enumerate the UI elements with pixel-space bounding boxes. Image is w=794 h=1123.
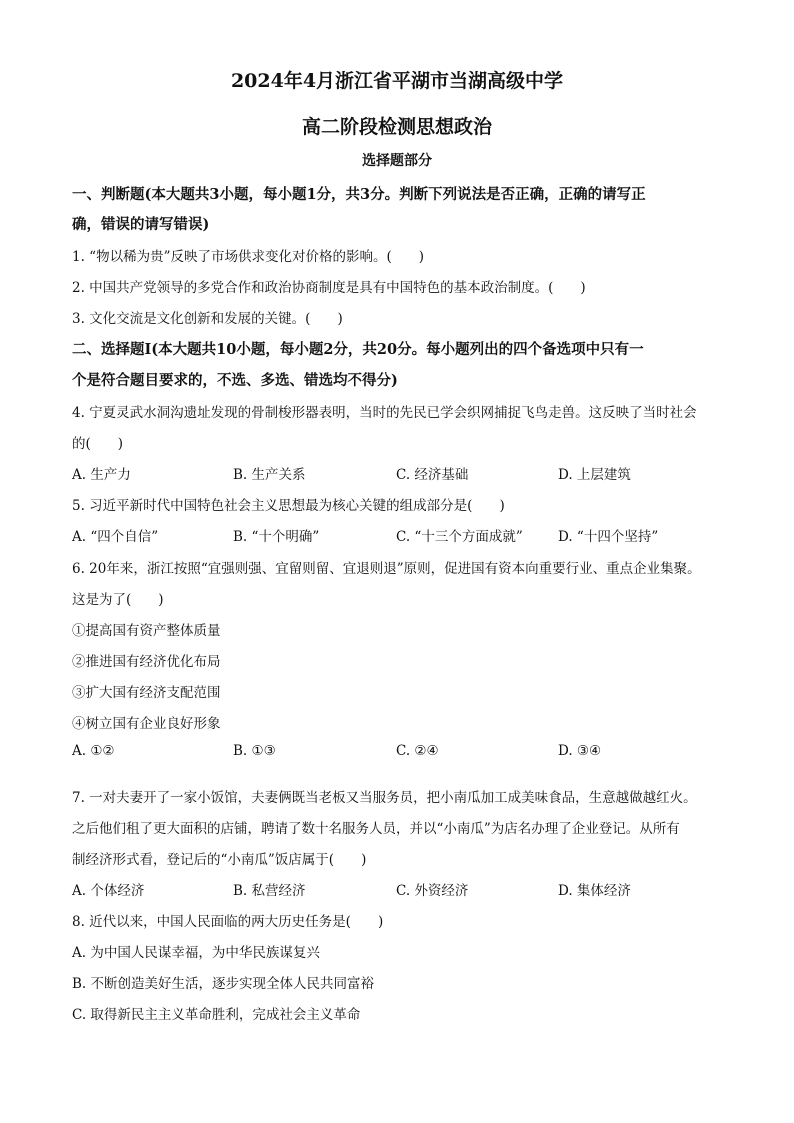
q5-option-d: D. “十四个坚持” — [558, 529, 659, 545]
question-8: 8. 近代以来，中国人民面临的两大历史任务是( ) — [72, 914, 384, 930]
section2-heading-cont: 个是符合题目要求的，不选、多选、错选均不得分) — [72, 372, 398, 389]
question-6-cont: 这是为了( ) — [72, 592, 164, 608]
question-1: 1. “物以稀为贵”反映了市场供求变化对价格的影响。( ) — [72, 249, 425, 265]
question-2: 2. 中国共产党领导的多党合作和政治协商制度是具有中国特色的基本政治制度。( ) — [72, 280, 586, 296]
q6-item-4: ④树立国有企业良好形象 — [72, 716, 221, 732]
question-5: 5. 习近平新时代中国特色社会主义思想最为核心关键的组成部分是( ) — [72, 498, 505, 514]
q6-item-3: ③扩大国有经济支配范围 — [72, 685, 221, 701]
q4-option-d: D. 上层建筑 — [558, 467, 631, 483]
question-7-cont2: 制经济形式看，登记后的“小南瓜”饭店属于( ) — [72, 852, 367, 868]
q6-item-1: ①提高国有资产整体质量 — [72, 623, 221, 639]
question-4: 4. 宁夏灵武水洞沟遗址发现的骨制梭形器表明，当时的先民已学会织网捕捉飞鸟走兽。这反映了当时社会 — [72, 405, 697, 421]
q7-option-c: C. 外资经济 — [396, 883, 469, 899]
q6-option-c: C. ②④ — [396, 743, 439, 759]
q8-option-a: A. 为中国人民谋幸福，为中华民族谋复兴 — [72, 945, 320, 961]
q6-option-b: B. ①③ — [233, 743, 276, 759]
section2-heading: 二、选择题Ⅰ(本大题共10小题，每小题2分，共20分。每小题列出的四个备选项中只有一 — [72, 341, 644, 358]
exam-subtitle: 高二阶段检测思想政治 — [301, 116, 492, 138]
question-7: 7. 一对夫妻开了一家小饭馆，夫妻俩既当老板又当服务员，把小南瓜加工成美味食品，生意越做越红火。 — [72, 790, 697, 806]
section1-heading: 一、判断题(本大题共3小题，每小题1分，共3分。判断下列说法是否正确，正确的请写正 — [72, 186, 646, 203]
section1-heading-cont: 确，错误的请写错误) — [72, 216, 210, 233]
q5-option-c: C. “十三个方面成就” — [396, 529, 523, 545]
question-6: 6. 20年来，浙江按照“宜强则强、宜留则留、宜退则退”原则，促进国有资本向重要行业、重点企业集聚。 — [72, 561, 701, 577]
q4-option-a: A. 生产力 — [72, 467, 131, 483]
question-4-cont: 的( ) — [72, 436, 124, 452]
part-title: 选择题部分 — [362, 153, 432, 169]
question-3: 3. 文化交流是文化创新和发展的关键。( ) — [72, 311, 343, 327]
q5-option-a: A. “四个自信” — [72, 529, 159, 545]
q4-option-b: B. 生产关系 — [233, 467, 306, 483]
exam-title: 2024年4月浙江省平湖市当湖高级中学 — [230, 70, 564, 92]
q4-option-c: C. 经济基础 — [396, 467, 469, 483]
q5-option-b: B. “十个明确” — [233, 529, 320, 545]
q6-item-2: ②推进国有经济优化布局 — [72, 654, 221, 670]
q6-option-a: A. ①② — [72, 743, 115, 759]
q7-option-a: A. 个体经济 — [72, 883, 145, 899]
q8-option-c: C. 取得新民主主义革命胜利，完成社会主义革命 — [72, 1007, 361, 1023]
question-7-cont: 之后他们租了更大面积的店铺，聘请了数十名服务人员，并以“小南瓜”为店名办理了企业登记。从所有 — [72, 821, 680, 837]
q8-option-b: B. 不断创造美好生活，逐步实现全体人民共同富裕 — [72, 976, 375, 992]
q6-option-d: D. ③④ — [558, 743, 602, 759]
q7-option-d: D. 集体经济 — [558, 883, 631, 899]
q7-option-b: B. 私营经济 — [233, 883, 306, 899]
